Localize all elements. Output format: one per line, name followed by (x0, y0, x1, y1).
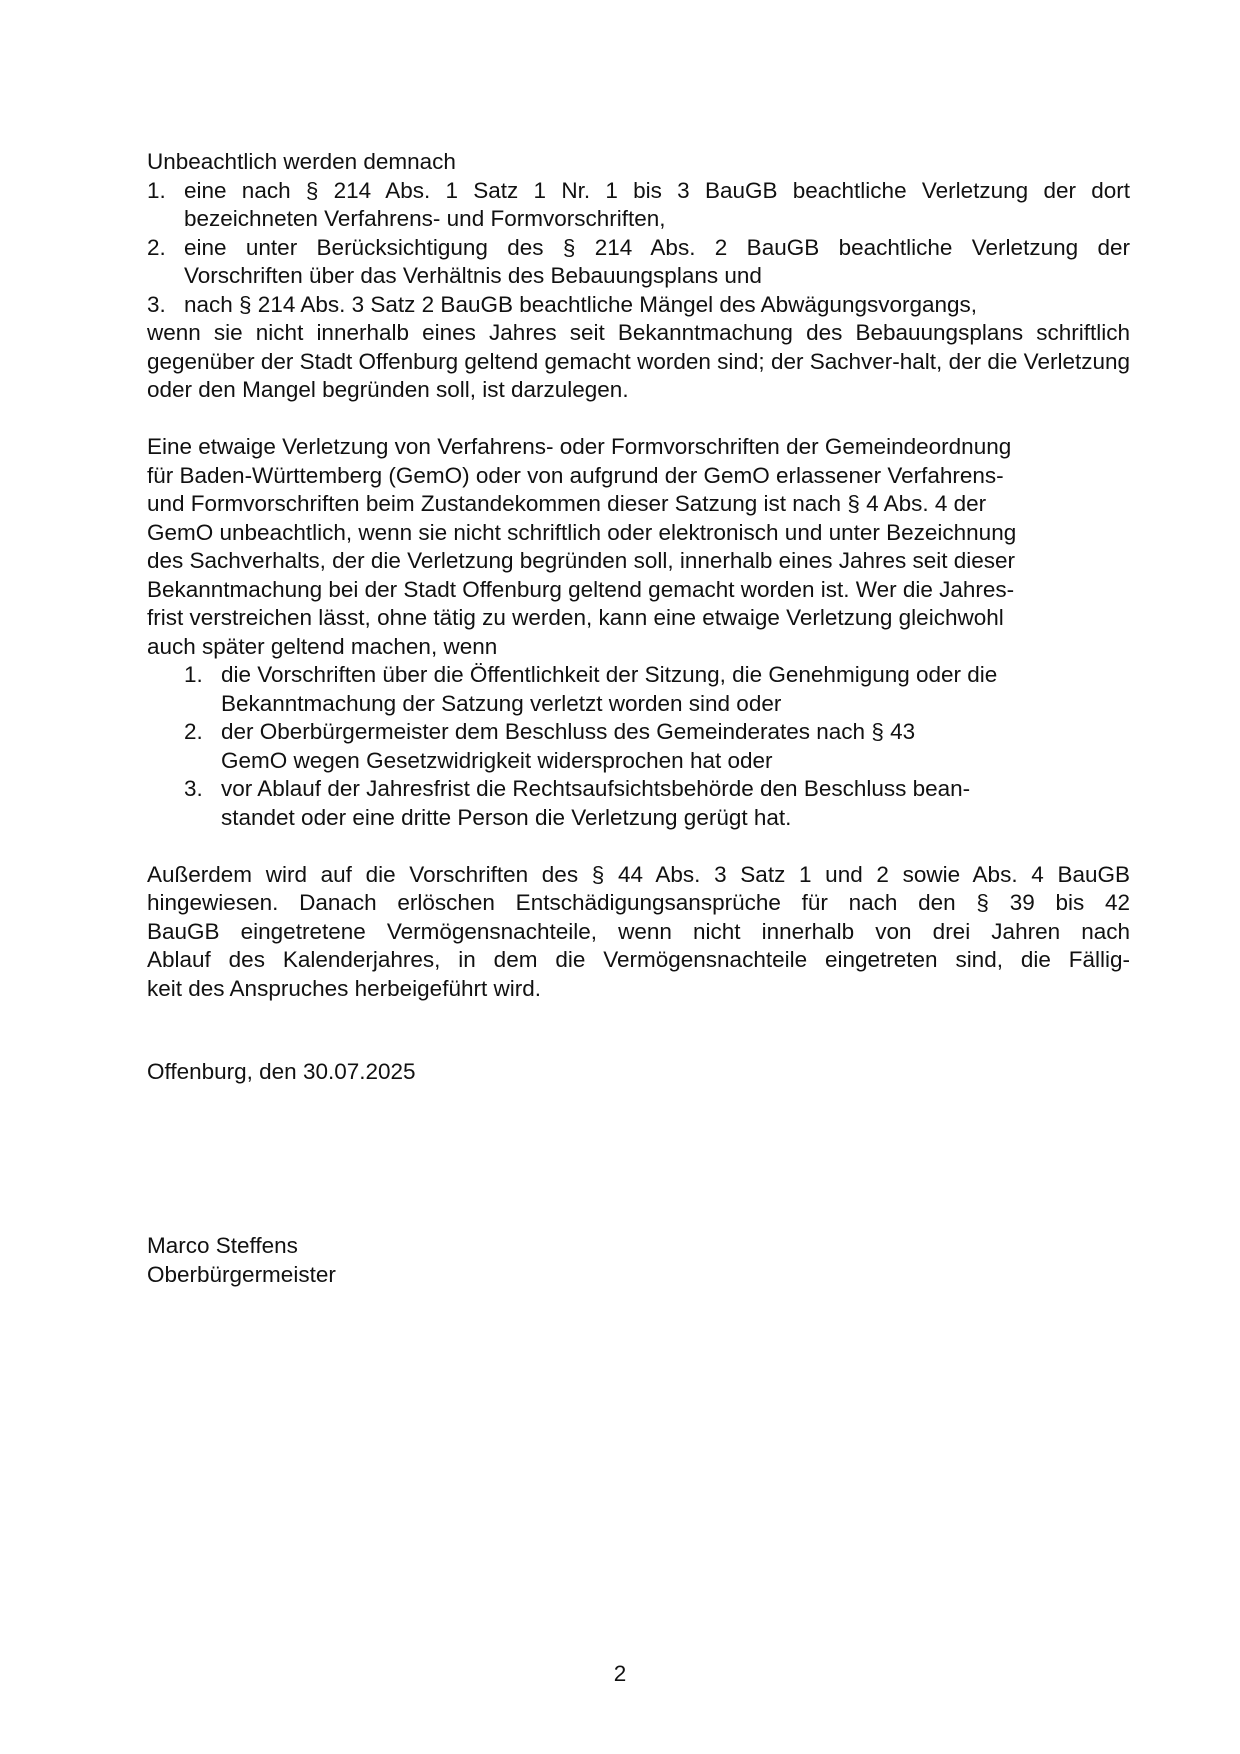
list-item (147, 718, 1130, 775)
signatory-name: Marco Steffens (147, 1233, 298, 1258)
list-number: 3. (184, 776, 203, 801)
list-number: 1. (184, 662, 203, 687)
paragraph-line: Eine etwaige Verletzung von Verfahrens- oder Formvorschriften der Gemeindeordnung (147, 434, 1012, 459)
list-item-line: bezeichneten Verfahrens- und Formvorschriften, (184, 206, 666, 231)
list-item-line: der Oberbürgermeister dem Beschluss des Gemeinderates nach § 43 (221, 719, 916, 744)
paragraph-line: des Sachverhalts, der die Verletzung begründen soll, innerhalb eines Jahres seit dieser (147, 548, 1016, 573)
list-item (147, 234, 1130, 291)
document-body (147, 148, 1130, 1003)
list-item-line: Bekanntmachung der Satzung verletzt worden sind oder (221, 690, 782, 716)
paragraph-line: frist verstreichen lässt, ohne tätig zu werden, kann eine etwaige Verletzung gleichwohl (147, 605, 1004, 630)
section-entschaedigung (147, 861, 1130, 1004)
section-unbeachtlich (147, 148, 1130, 405)
signatory-title: Oberbürgermeister (147, 1261, 336, 1287)
list-number: 1. (147, 177, 166, 203)
paragraph-line: für Baden-Württemberg (GemO) oder von aufgrund der GemO erlassener Verfahrens- (147, 462, 1004, 488)
list-item (147, 775, 1130, 832)
paragraph-line: BauGB eingetretene Vermögensnachteile, wenn nicht innerhalb von drei Jahren nach (147, 918, 1130, 944)
paragraph-line: keit des Anspruches herbeigeführt wird. (147, 975, 541, 1001)
list-item (147, 291, 1130, 320)
paragraph-line: hingewiesen. Danach erlöschen Entschädigungsansprüche für nach den § 39 bis 42 (147, 890, 1130, 915)
list-number: 3. (147, 291, 166, 317)
section1-closing: wenn sie nicht innerhalb eines Jahres seit Bekanntmachung des Bebauungsplans schriftlich gegenüber der Stadt Offenburg geltend gemacht worden sind; der Sachver-halt, der die Verletzung oder den Mangel begründen soll, ist darzulegen. (147, 320, 1130, 402)
list-item-line: GemO wegen Gesetzwidrigkeit widersprochen hat oder (221, 747, 773, 773)
paragraph-line: auch später geltend machen, wenn (147, 633, 498, 659)
list-item-line: eine unter Berücksichtigung des § 214 Abs. 2 BauGB beachtliche Verletzung der (184, 234, 1130, 260)
section2-paragraph (147, 433, 1130, 661)
section1-intro: Unbeachtlich werden demnach (147, 149, 456, 174)
list-number: 2. (184, 719, 203, 744)
page-number: 2 (613, 1661, 627, 1686)
paragraph-line: Außerdem wird auf die Vorschriften des § 44 Abs. 3 Satz 1 und 2 sowie Abs. 4 BauGB (147, 861, 1130, 887)
place-date: Offenburg, den 30.07.2025 (147, 1059, 416, 1084)
paragraph-line: Ablauf des Kalenderjahres, in dem die Vermögensnachteile eingetreten sind, die Fällig- (147, 947, 1130, 972)
list-item-line: eine nach § 214 Abs. 1 Satz 1 Nr. 1 bis 3 BauGB beachtliche Verletzung der dort (184, 177, 1130, 203)
paragraph-line: Bekanntmachung bei der Stadt Offenburg geltend gemacht worden ist. Wer die Jahres- (147, 576, 1015, 602)
list-item-line: vor Ablauf der Jahresfrist die Rechtsaufsichtsbehörde den Beschluss bean- (221, 776, 971, 801)
paragraph-line: und Formvorschriften beim Zustandekommen dieser Satzung ist nach § 4 Abs. 4 der (147, 491, 987, 516)
section1-list (147, 177, 1130, 320)
list-item (147, 661, 1130, 718)
paragraph-line: GemO unbeachtlich, wenn sie nicht schriftlich oder elektronisch und unter Bezeichnung (147, 519, 1017, 545)
list-item-line: standet oder eine dritte Person die Verletzung gerügt hat. (221, 804, 792, 830)
signature-block (147, 1232, 336, 1289)
list-item-line: nach § 214 Abs. 3 Satz 2 BauGB beachtliche Mängel des Abwägungsvorgangs, (184, 291, 978, 317)
list-item-line: die Vorschriften über die Öffentlichkeit der Sitzung, die Genehmigung oder die (221, 662, 998, 687)
section-gemo (147, 433, 1130, 832)
list-item-line: Vorschriften über das Verhältnis des Bebauungsplans und (184, 263, 762, 288)
list-item (147, 177, 1130, 234)
list-number: 2. (147, 234, 166, 260)
section2-list (147, 661, 1130, 832)
